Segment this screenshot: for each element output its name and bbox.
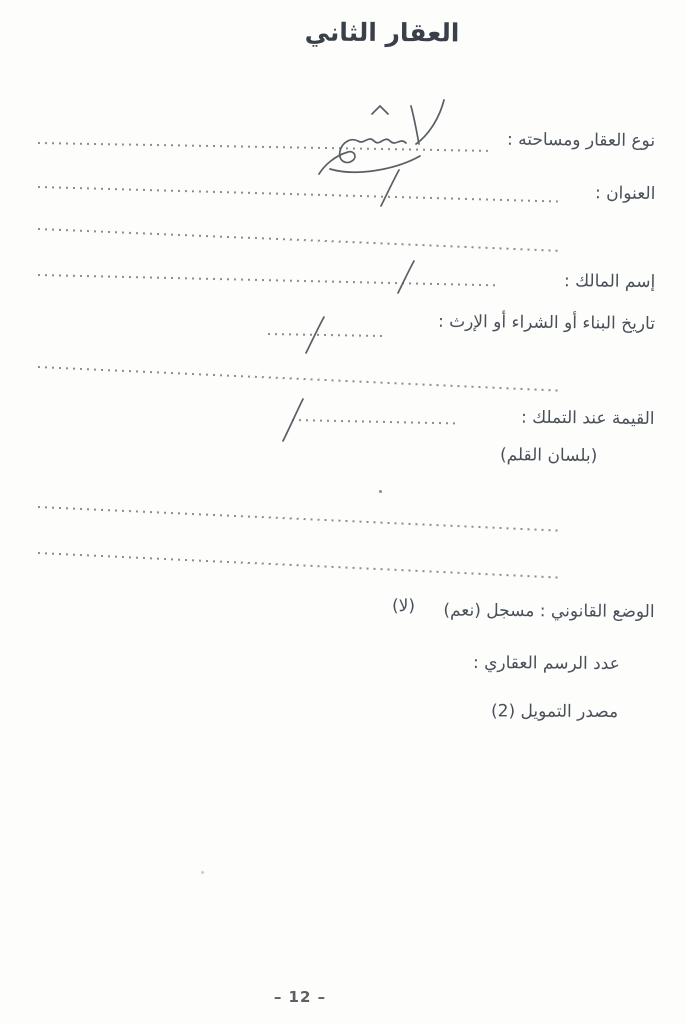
dotted-fill-line (38, 228, 560, 252)
dotted-fill-line (38, 366, 560, 392)
page-number: – 12 – (273, 988, 327, 1006)
field-sublabel-in-words: (بلسان القلم) (499, 445, 598, 466)
legal-status-text: الوضع القانوني : مسجل (نعم) (443, 600, 656, 622)
handwritten-slash (395, 258, 417, 296)
field-label-owner-name: إسم المالك : (563, 271, 656, 292)
scan-speck (201, 871, 204, 874)
handwritten-slash (280, 396, 306, 444)
dotted-fill-line (38, 552, 560, 579)
handwritten-slash (303, 314, 327, 356)
page-title: العقار الثاني (304, 17, 460, 48)
legal-status-no-option: (لا) (392, 596, 416, 617)
ink-speck (379, 490, 382, 493)
field-label-value: القيمة عند التملك : (521, 407, 656, 429)
field-label-property-type: نوع العقار ومساحته : (506, 129, 656, 151)
field-label-deed-number: عدد الرسم العقاري : (473, 652, 621, 674)
field-label-address: العنوان : (594, 183, 656, 204)
field-label-date: تاريخ البناء أو الشراء أو الإرث : (437, 311, 656, 334)
field-label-funding-source: مصدر التمويل (2) (490, 701, 619, 722)
dotted-fill-line (292, 419, 460, 425)
dotted-fill-line (38, 506, 560, 532)
handwritten-slash (378, 167, 402, 209)
dotted-fill-line (38, 186, 558, 203)
dotted-fill-line (38, 274, 498, 286)
field-label-legal-status (392, 597, 655, 625)
